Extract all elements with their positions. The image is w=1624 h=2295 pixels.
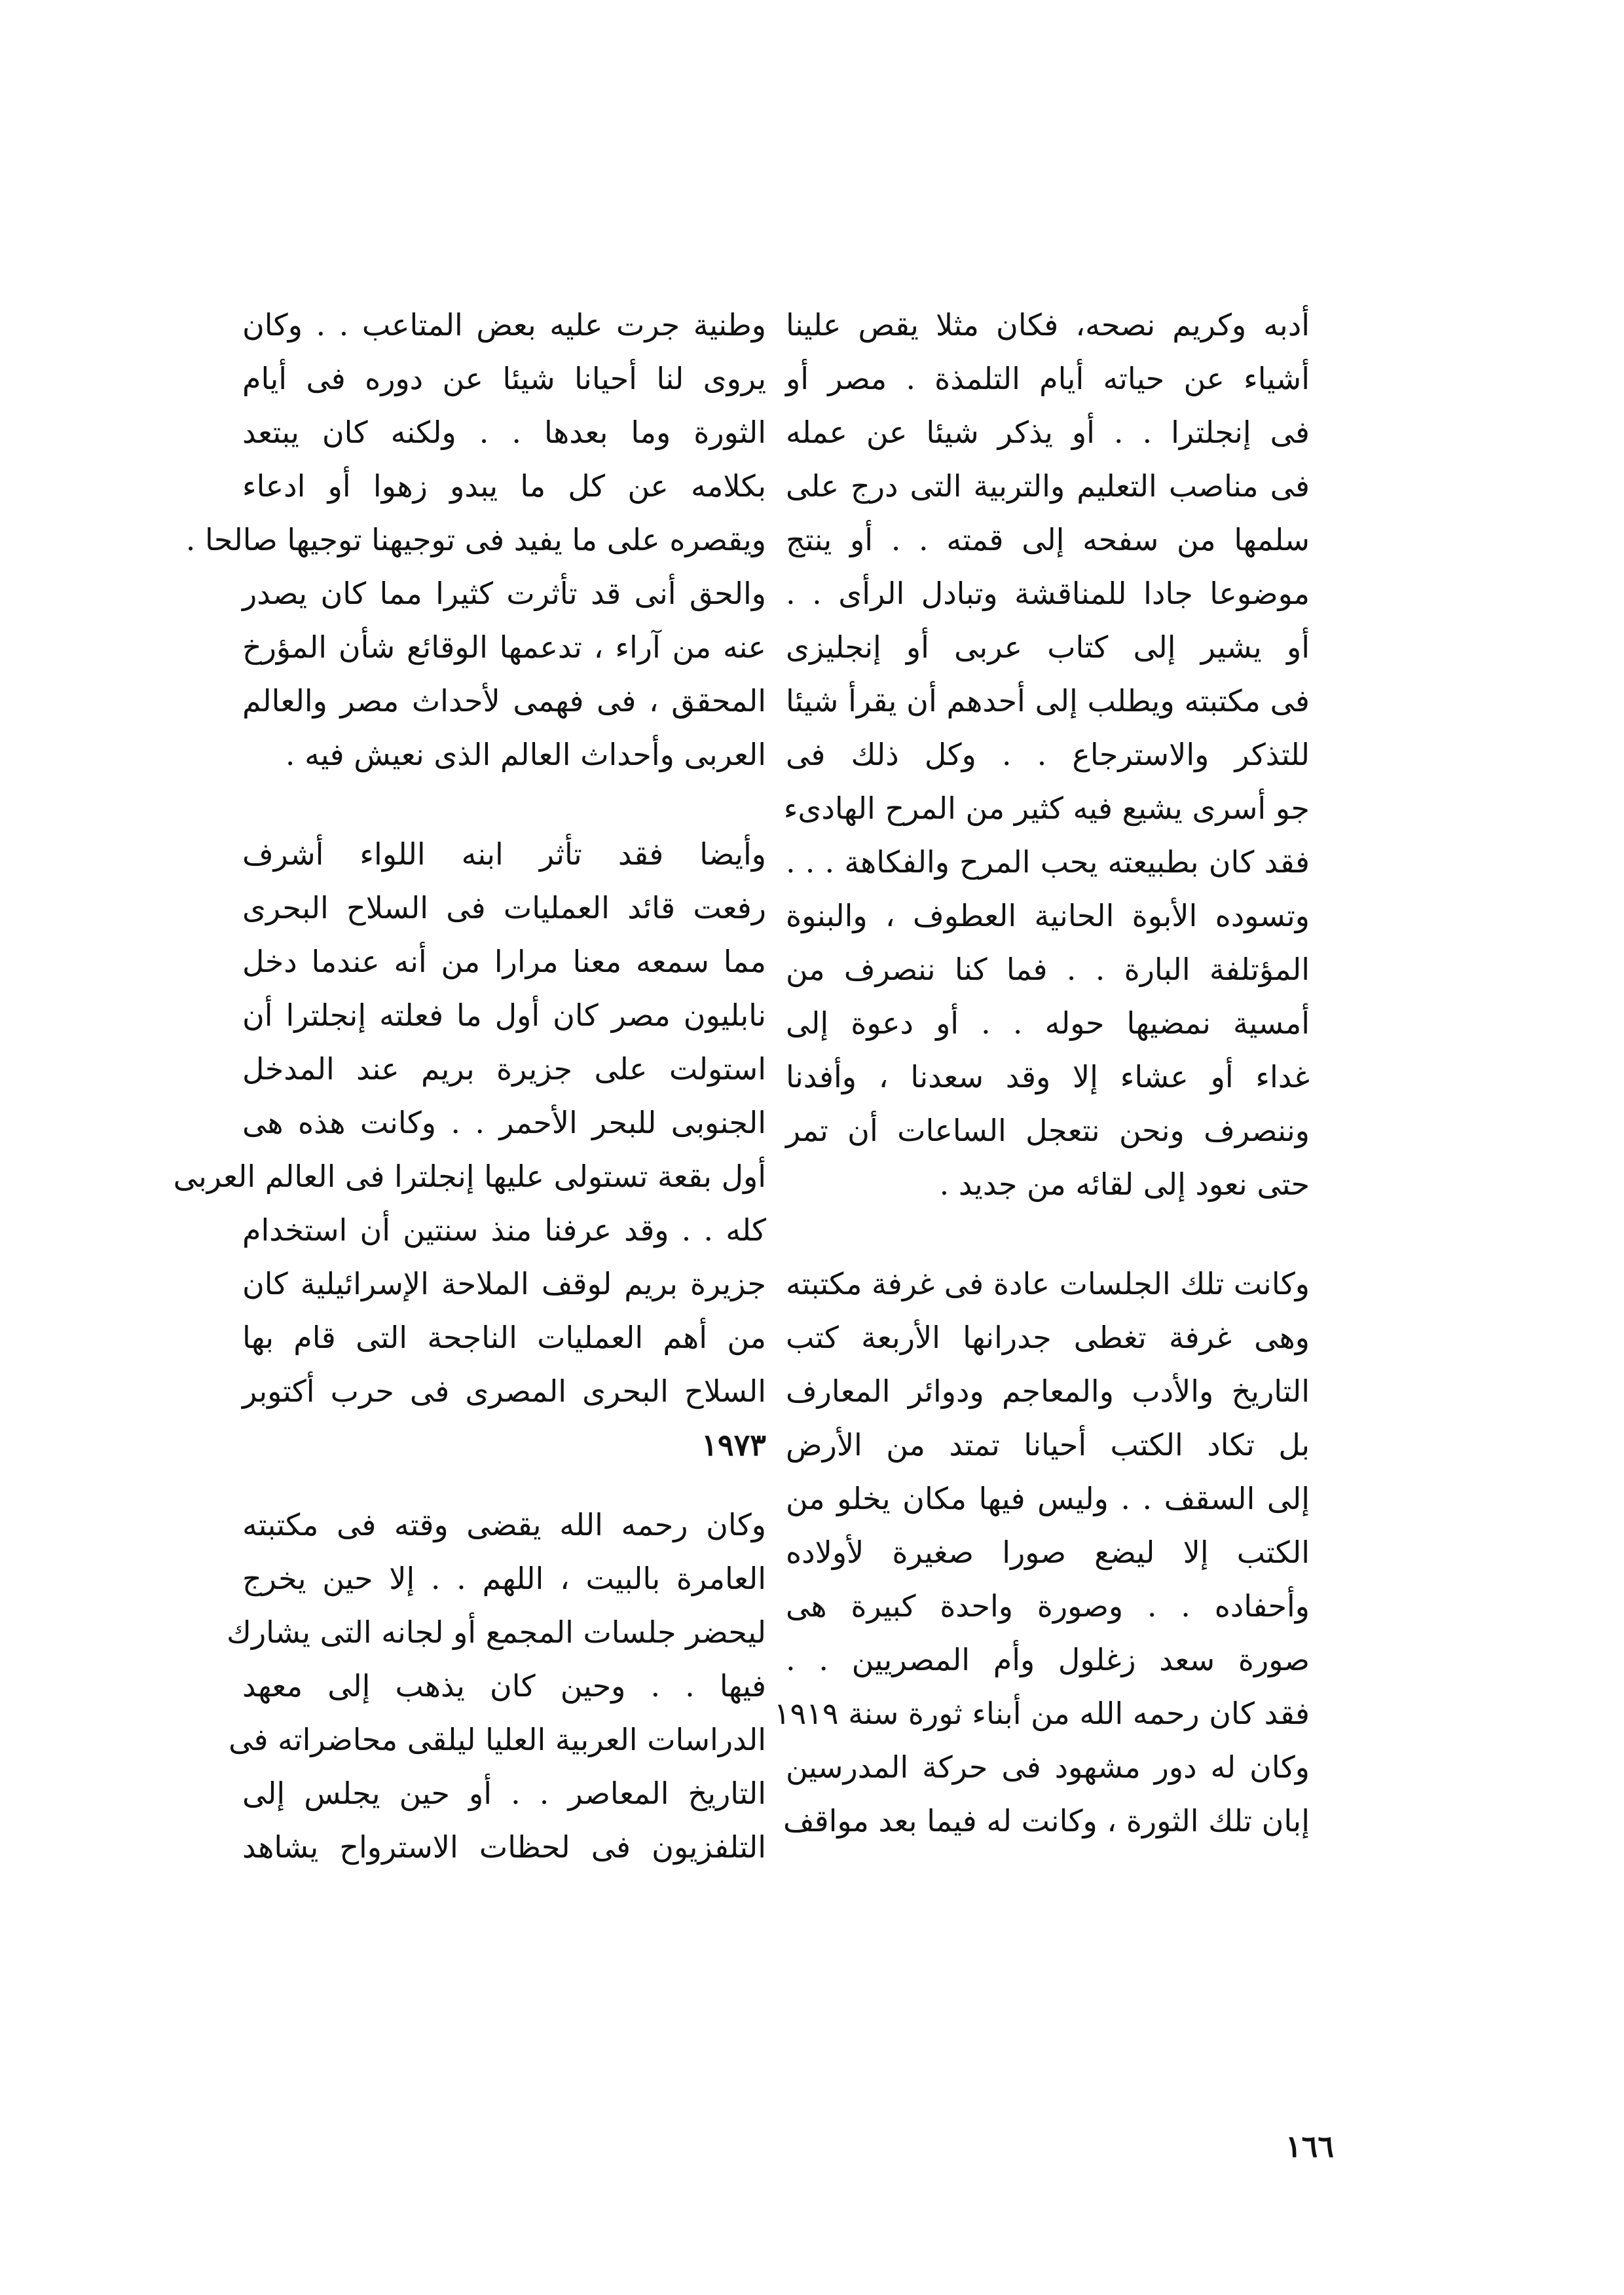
text-line: التاريخ والأدب والمعاجم ودوائر المعارف [786, 1373, 1310, 1409]
text-line: بل تكاد الكتب أحيانا تمتد من الأرض [786, 1427, 1310, 1463]
text-line: أو يشير إلى كتاب عربى أو إنجليزى [786, 629, 1310, 665]
text-line: ليحضر جلسات المجمع أو لجانه التى يشارك [227, 1614, 766, 1650]
left-paragraph-2 [173, 827, 766, 1472]
text-line: بكلامه عن كل ما يبدو زهوا أو ادعاء [242, 468, 766, 504]
text-line: وكان رحمه الله يقضى وقته فى مكتبته [242, 1507, 766, 1542]
text-line: وننصرف ونحن نتعجل الساعات أن تمر [786, 1113, 1310, 1148]
text-line: إلى السقف . . وليس فيها مكان يخلو من [786, 1481, 1310, 1516]
right-paragraph-1 [783, 298, 1310, 1211]
text-line: رفعت قائد العمليات فى السلاح البحرى [242, 890, 766, 925]
text-line: فى مناصب التعليم والتربية التى درج على [786, 468, 1310, 504]
text-line: فيها . . وحين كان يذهب إلى معهد [242, 1668, 766, 1704]
text-line: الدراسات العربية العليا ليلقى محاضراته فى [229, 1722, 766, 1757]
text-line: وأحفاده . . وصورة واحدة كبيرة هى [786, 1588, 1310, 1624]
text-line: وكانت تلك الجلسات عادة فى غرفة مكتبته [786, 1266, 1310, 1301]
text-line: يروى لنا أحيانا شيئا عن دوره فى أيام [242, 361, 766, 396]
text-line: نابليون مصر كان أول ما فعلته إنجلترا أن [242, 998, 766, 1033]
text-line: أول بقعة تستولى عليها إنجلترا فى العالم العربى [173, 1159, 766, 1194]
text-line: وهى غرفة تغطى جدرانها الأربعة كتب [786, 1320, 1310, 1355]
text-line: الكتب إلا ليضع صورا صغيرة لأولاده [786, 1535, 1310, 1570]
text-line: فى إنجلترا . . أو يذكر شيئا عن عمله [786, 415, 1310, 450]
text-line: المحقق ، فى فهمى لأحداث مصر والعالم [242, 683, 766, 718]
text-line: مما سمعه معنا مرارا من أنه عندما دخل [242, 944, 766, 979]
text-line: الثورة وما بعدها . . ولكنه كان يبتعد [242, 415, 766, 450]
text-line: عنه من آراء ، تدعمها الوقائع شأن المؤرخ [242, 629, 766, 665]
text-line: أدبه وكريم نصحه، فكان مثلا يقص علينا [786, 307, 1310, 343]
text-line: فقد كان بطبيعته يحب المرح والفكاهة . . . [786, 844, 1310, 880]
right-column [773, 298, 1310, 1848]
text-line: للتذكر والاسترجاع . . وكل ذلك فى [786, 737, 1310, 772]
text-line: السلاح البحرى المصرى فى حرب أكتوبر [242, 1373, 766, 1409]
text-line: وتسوده الأبوة الحانية العطوف ، والبنوة [786, 898, 1310, 933]
page-number: ١٦٦ [1285, 2129, 1335, 2164]
text-line: جزيرة بريم لوقف الملاحة الإسرائيلية كان [242, 1266, 766, 1301]
text-line: جو أسرى يشيع فيه كثير من المرح الهادىء [783, 791, 1310, 826]
text-line: غداء أو عشاء إلا وقد سعدنا ، وأفدنا [786, 1059, 1310, 1094]
text-line: فقد كان رحمه الله من أبناء ثورة سنة ١٩١٩ [773, 1696, 1310, 1731]
left-paragraph-1 [185, 298, 766, 781]
text-line: والحق أنى قد تأثرت كثيرا مما كان يصدر [242, 576, 766, 611]
text-line: كله . . وقد عرفنا منذ سنتين أن استخدام [242, 1212, 766, 1248]
text-line: وأيضا فقد تأثر ابنه اللواء أشرف [242, 836, 766, 872]
text-line: ويقصره على ما يفيد فى توجيهنا توجيها صالحا . [185, 522, 766, 557]
left-column [173, 298, 766, 1874]
year-line: ١٩٧٣ [701, 1427, 766, 1463]
text-line: إبان تلك الثورة ، وكانت له فيما بعد مواقف [783, 1803, 1310, 1838]
text-line: صورة سعد زغلول وأم المصريين . . [786, 1642, 1310, 1677]
text-line: المؤتلفة البارة . . فما كنا ننصرف من [786, 952, 1310, 987]
text-line: فى مكتبته ويطلب إلى أحدهم أن يقرأ شيئا [786, 683, 1310, 718]
text-line: أمسية نمضيها حوله . . أو دعوة إلى [786, 1005, 1310, 1041]
right-paragraph-2 [773, 1257, 1310, 1848]
text-line: وكان له دور مشهود فى حركة المدرسين [786, 1749, 1310, 1785]
text-line: الجنوبى للبحر الأحمر . . وكانت هذه هى [242, 1105, 766, 1140]
text-line: حتى نعود إلى لقائه من جديد . [939, 1166, 1310, 1202]
text-line: التاريخ المعاصر . . أو حين يجلس إلى [242, 1776, 766, 1811]
text-line: موضوعا جادا للمناقشة وتبادل الرأى . . [786, 576, 1310, 611]
text-line: العامرة بالبيت ، اللهم . . إلا حين يخرج [242, 1561, 766, 1596]
text-line: استولت على جزيرة بريم عند المدخل [242, 1051, 766, 1087]
text-line: أشياء عن حياته أيام التلمذة . مصر أو [786, 361, 1310, 396]
text-line: سلمها من سفحه إلى قمته . . أو ينتج [786, 522, 1310, 557]
text-line: من أهم العمليات الناجحة التى قام بها [242, 1320, 766, 1355]
text-line: العربى وأحداث العالم الذى نعيش فيه . [285, 737, 766, 772]
text-line: التلفزيون فى لحظات الاسترواح يشاهد [242, 1829, 766, 1865]
text-line: وطنية جرت عليه بعض المتاعب . . وكان [242, 307, 766, 343]
left-paragraph-3 [227, 1498, 766, 1874]
